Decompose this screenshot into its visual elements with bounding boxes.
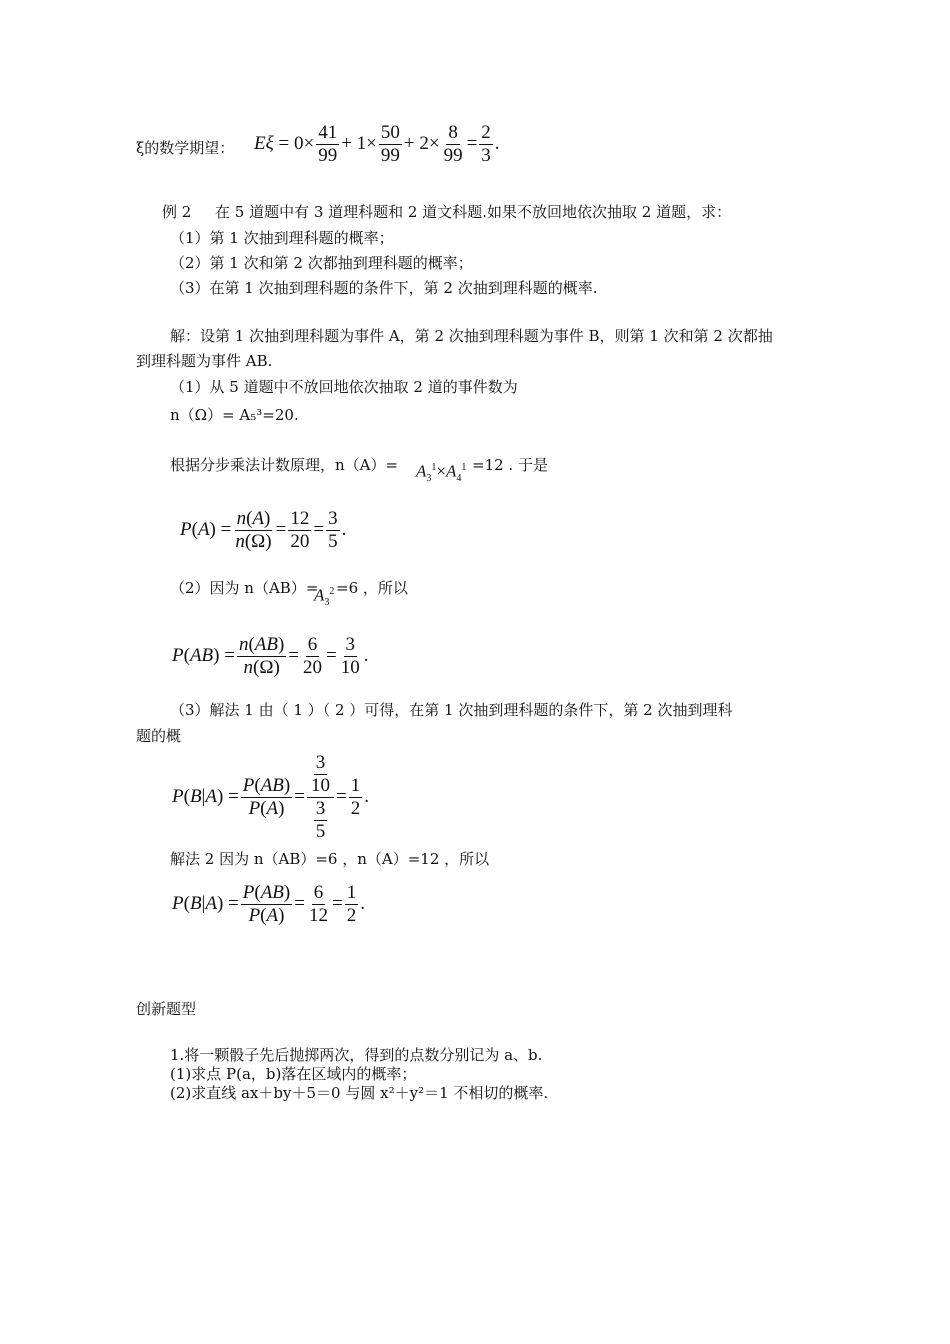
omega-count: n（Ω）= A₅³=20. <box>170 406 299 424</box>
solution-step-3a: （3）解法 1 由（ 1 ）（ 2 ）可得，在第 1 次抽到理科题的条件下，第 2 次抽到理科 <box>170 701 733 719</box>
expectation-label: ξ的数学期望： <box>136 139 235 157</box>
example-q2: （2）第 1 次和第 2 次都抽到理科题的概率； <box>170 254 473 272</box>
formula-pab: P(AB) = $\frac{n(AB)}{n(\Omega)}$ = $\frac{6}{20}$ = $\frac{3}{10}$ . <box>172 634 369 678</box>
formula-pa: P(A) = $\frac{n(A)}{n(\Omega)}$ = $\frac{12}{20}$ = $\frac{3}{5}$ . <box>180 508 347 552</box>
expectation-formula: Eξ = 0× $\frac{41}{99}$ + 1× $\frac{50}{99}$ + 2× $\frac{8}{99}$ = $\frac{2}{3}$ . <box>254 122 500 166</box>
solution-step-2: （2）因为 n（AB）= <box>170 579 319 597</box>
formula-pba-method1: P(B|A) = $\frac{P(AB)}{P(A)}$ = $\frac{\frac{3}{10}}{\frac{3}{5}}$ = $\frac{1}{2}$ . <box>172 752 369 842</box>
solution-step-3b: 题的概 <box>136 727 182 745</box>
formula-pba-method2: P(B|A) = $\frac{P(AB)}{P(A)}$ = $\frac{6}{12}$ = $\frac{1}{2}$ . <box>172 882 365 926</box>
innovation-problem-1-part-1: (1)求点 P(a，b)落在区域内的概率； <box>170 1065 417 1083</box>
permutation-product: $A_3^1\times A_4^1$ <box>416 461 467 485</box>
example-statement: 在 5 道题中有 3 道理科题和 2 道文科题.如果不放回地依次抽取 2 道题，求： <box>215 203 732 221</box>
step-rule-tail: =12 . 于是 <box>472 456 548 474</box>
example-title: 例 2 <box>162 203 192 221</box>
innovation-problem-1-part-2: (2)求直线 ax＋by＋5＝0 与圆 x²＋y²＝1 不相切的概率. <box>170 1084 549 1102</box>
solution-intro-1: 解：设第 1 次抽到理科题为事件 A，第 2 次抽到理科题为事件 B，则第 1 次和第 2 次都抽 <box>170 327 773 345</box>
solution-step-1: （1）从 5 道题中不放回地依次抽取 2 道的事件数为 <box>170 378 518 396</box>
example-q3: （3）在第 1 次抽到理科题的条件下，第 2 次抽到理科题的概率. <box>170 279 598 297</box>
example-q1: （1）第 1 次抽到理科题的概率； <box>170 229 394 247</box>
solution-intro-2: 到理科题为事件 AB. <box>136 352 273 370</box>
solution-method-2: 解法 2 因为 n（AB）=6 ，n（A）=12 ，所以 <box>170 850 490 868</box>
permutation-a32: $A_3^2$ <box>314 585 335 609</box>
innovation-heading: 创新题型 <box>136 1000 197 1018</box>
step-rule: 根据分步乘法计数原理，n（A）= <box>170 456 399 474</box>
innovation-problem-1: 1.将一颗骰子先后抛掷两次，得到的点数分别记为 a、b. <box>170 1046 543 1064</box>
solution-step-2-tail: =6 ，所以 <box>336 579 408 597</box>
